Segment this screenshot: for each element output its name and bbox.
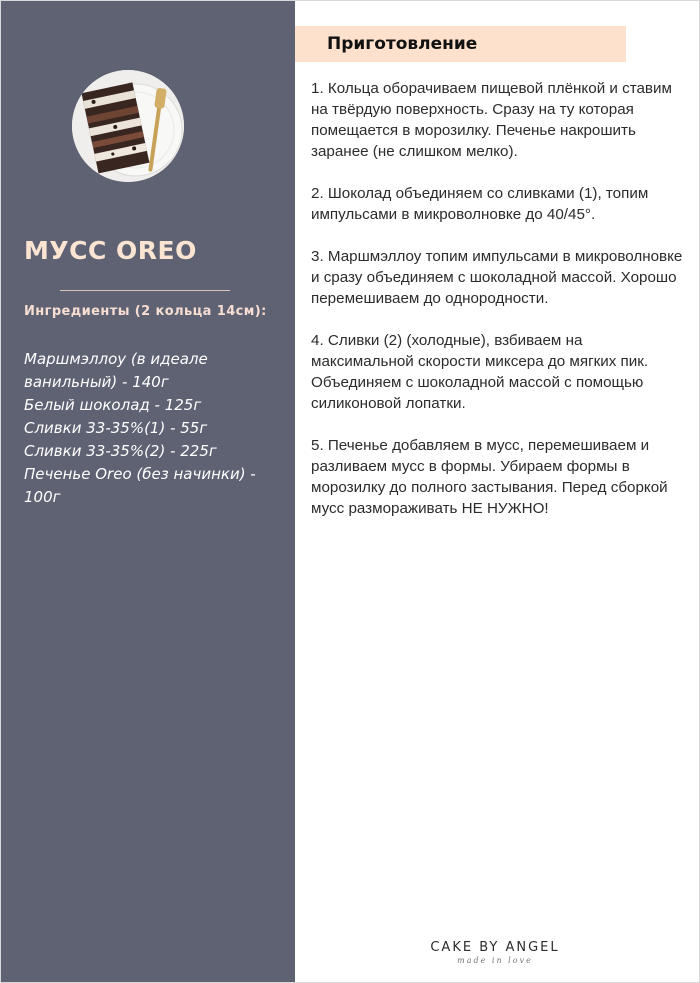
section-title: Приготовление (327, 34, 478, 54)
brand-tagline: made in love (457, 956, 533, 965)
step-4: 4. Сливки (2) (холодные), взбиваем на максимальной скорости миксера до мягких пик. Объединяем с шоколадной массой с помощью силиконовой лопатки. (311, 332, 649, 412)
step-5: 5. Печенье добавляем в мусс, перемешиваем и разливаем мусс в формы. Убираем формы в морозилку до полного застывания. Перед сборкой мусс размораживать НЕ НУЖНО! (311, 437, 668, 517)
step-2: 2. Шоколад объединяем со сливками (1), топим импульсами в микроволновке до 40/45°. (311, 185, 649, 223)
brand-name: CAKE BY ANGEL (430, 940, 560, 955)
ingredient-item: Сливки 33-35%(1) - 55г (24, 419, 208, 437)
ingredient-item: Печенье Oreo (без начинки) - 100г (24, 465, 256, 506)
ingredient-item: Сливки 33-35%(2) - 225г (24, 442, 217, 460)
recipe-title: МУСС OREO (24, 236, 197, 265)
ingredient-item: Белый шоколад - 125г (24, 396, 202, 414)
step-1: 1. Кольца оборачиваем пищевой плёнкой и ставим на твёрдую поверхность. Сразу на ту которая помещается в морозилку. Печенье накрошить заранее (не слишком мелко). (311, 80, 672, 160)
ingredients-header: Ингредиенты (2 кольца 14см): (24, 304, 267, 319)
ingredient-item: Маршмэллоу (в идеале ванильный) - 140г (24, 350, 208, 391)
step-3: 3. Маршмэллоу топим импульсами в микроволновке и сразу объединяем с шоколадной массой. Хорошо перемешиваем до однородности. (311, 248, 683, 307)
